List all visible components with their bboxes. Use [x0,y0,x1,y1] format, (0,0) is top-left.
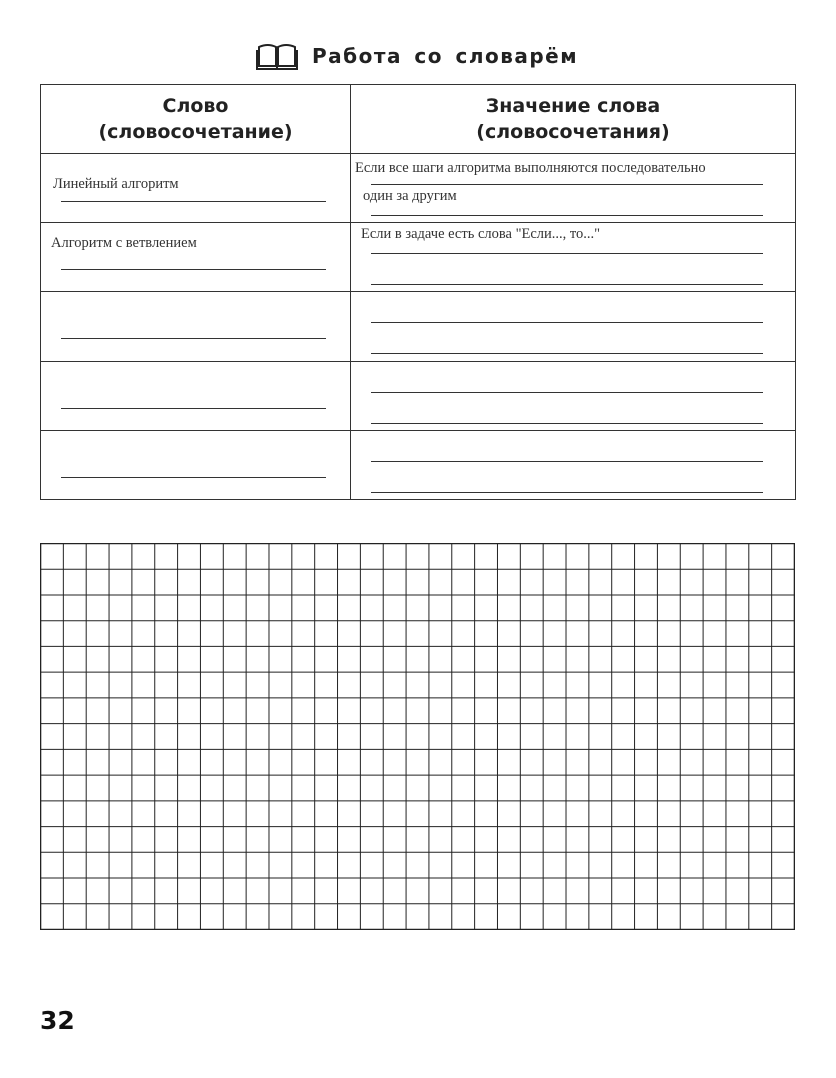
table-row [41,361,796,430]
writing-line [371,392,763,393]
word-cell[interactable] [41,361,351,430]
word-text: Алгоритм с ветвлением [51,235,197,252]
writing-line [371,322,763,323]
meaning-cell[interactable] [351,154,796,223]
meaning-cell[interactable] [351,361,796,430]
table-row [41,223,796,292]
table-row [41,154,796,223]
writing-line [61,477,326,478]
writing-line [371,353,763,354]
writing-line [371,423,763,424]
section-heading [256,36,578,76]
writing-line [61,269,326,270]
page-title: Работа со словарём [312,44,579,68]
vocabulary-table [40,84,796,500]
column-header-meaning [351,85,796,154]
word-cell[interactable] [41,430,351,499]
column-header-word [41,85,351,154]
writing-line [371,253,763,254]
column-header-word-line2: (словосочетание) [98,121,293,144]
meaning-cell[interactable] [351,430,796,499]
writing-line [371,461,763,462]
squared-writing-grid[interactable] [40,543,795,930]
meaning-cell[interactable] [351,223,796,292]
page-number: 32 [40,1006,75,1035]
writing-line [371,215,763,216]
meaning-text-line1: Если все шаги алгоритма выполняются последовательно [355,160,706,177]
table-header-row [41,85,796,154]
writing-line [61,408,326,409]
table-row [41,430,796,499]
writing-line [371,284,763,285]
meaning-text-line2: один за другим [363,188,457,205]
open-book-icon [256,41,298,71]
table-row [41,292,796,361]
meaning-cell[interactable] [351,292,796,361]
writing-line [371,492,763,493]
meaning-text-line1: Если в задаче есть слова "Если..., то..." [361,226,601,243]
word-cell[interactable] [41,223,351,292]
writing-line [371,184,763,185]
column-header-word-line1: Слово [162,95,229,118]
word-cell[interactable] [41,292,351,361]
writing-line [61,201,326,202]
word-text: Линейный алгоритм [53,176,179,193]
word-cell[interactable] [41,154,351,223]
writing-line [61,338,326,339]
column-header-meaning-line1: Значение слова [485,95,661,118]
column-header-meaning-line2: (словосочетания) [476,121,670,144]
